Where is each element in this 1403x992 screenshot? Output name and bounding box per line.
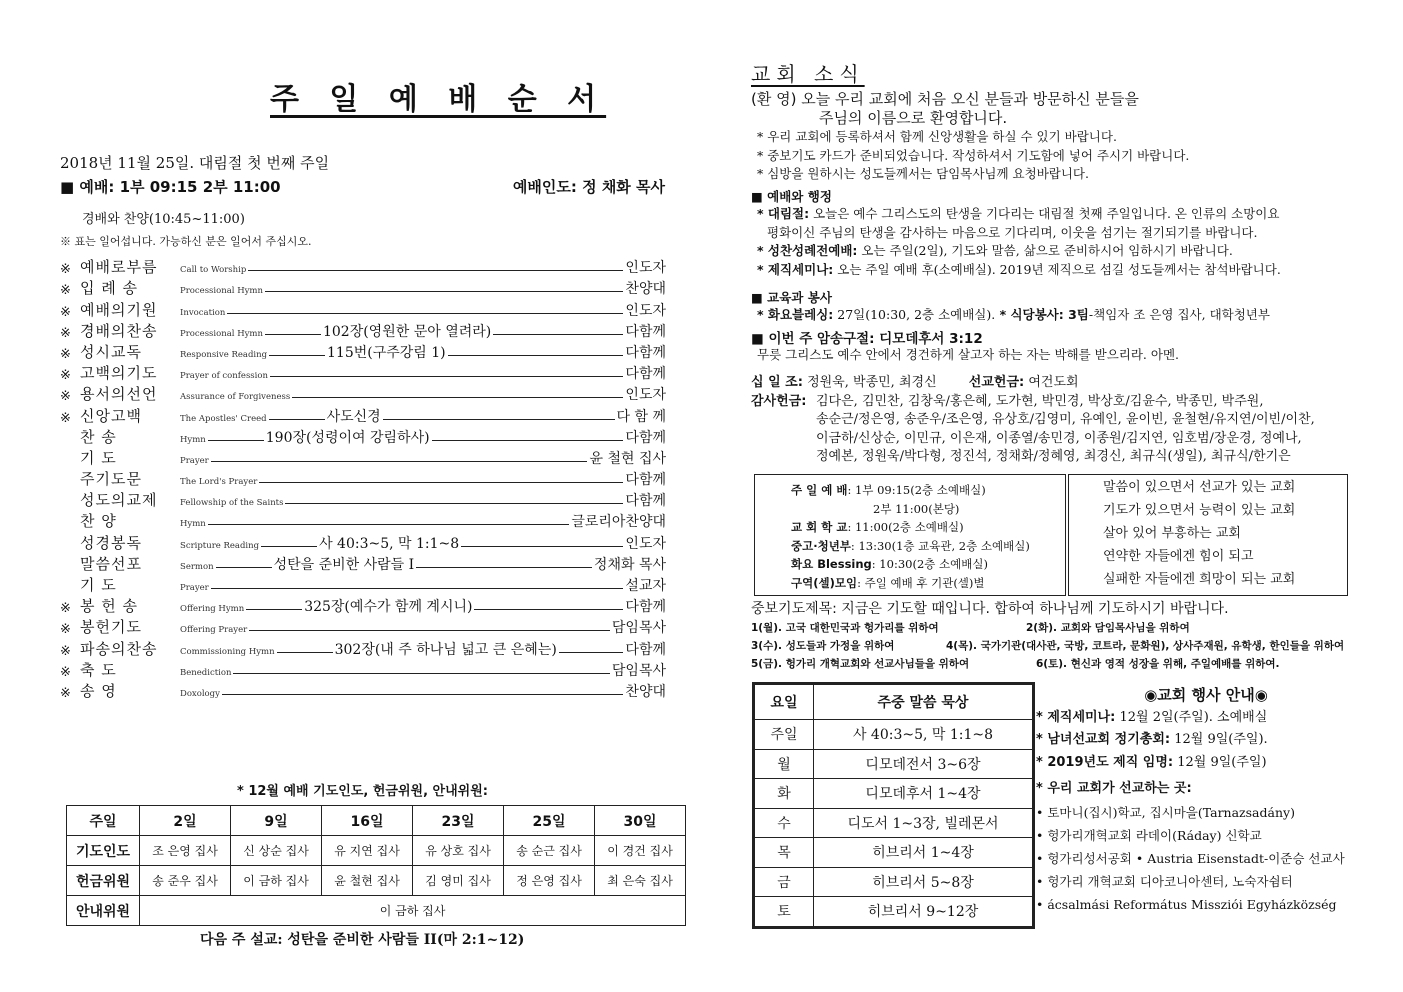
order-row (60, 616, 666, 637)
missions-list (1036, 801, 1376, 916)
order-row (60, 383, 666, 404)
service-times-line (60, 176, 665, 197)
leader-line (559, 651, 624, 653)
seminar-label: * 제직세미나: (757, 261, 834, 277)
order-item-person: 담임목사 (611, 620, 666, 637)
order-item-name: 기 도 (80, 576, 117, 594)
leader-line (416, 566, 592, 568)
service-info-label: 주 일 예 배 (791, 483, 848, 497)
order-item-person: 찬양대 (625, 683, 666, 700)
event-label: * 제직세미나: (1036, 709, 1116, 725)
bible-header-cell: 요일 (755, 685, 814, 720)
thanks-line: 정예본, 정원욱/박다형, 정진석, 정채화/정혜영, 최경신, 최규식(생일), 최규식/한기은 (816, 449, 1291, 464)
intercession-item: 1(월). 고국 대한민국과 헝가리를 위하여 (751, 622, 939, 634)
stand-note: ※ 표는 일어섭니다. 가능하신 분은 일어서 주십시오. (60, 235, 312, 248)
order-item-person: 인도자 (625, 387, 666, 404)
event-item (1036, 707, 1376, 730)
stand-mark: ※ (60, 685, 71, 701)
order-row (60, 404, 666, 425)
order-item-person: 담임목사 (611, 662, 666, 679)
mission-item: • 헝가리 개혁교회 디아코니아센터, 노숙자쉼터 (1036, 873, 1293, 889)
leader-line (493, 333, 623, 335)
order-item-person: 인도자 (625, 535, 666, 552)
motto-list (1069, 475, 1347, 591)
meal-text: -책임자 조 은영 집사, 대학청년부 (1088, 307, 1270, 322)
order-row (60, 447, 666, 468)
duty-cell: 윤 철현 집사 (322, 866, 413, 896)
order-item-english: Offering Prayer (180, 625, 248, 636)
bible-row (755, 808, 1033, 838)
order-item-english: Hymn (180, 434, 206, 445)
service-info-text: : 10:30(2층 소예배실) (871, 557, 988, 571)
service-info-line (791, 481, 1065, 500)
duty-cell: 기도인도 (67, 836, 140, 866)
order-item-english: Fellowship of the Saints (180, 498, 284, 509)
seminar-text: 오는 주일 예배 후(소예배실). 2019년 제직으로 섬길 성도들께서는 참석바랍니다. (833, 261, 1281, 277)
thanks-names (816, 393, 1315, 467)
welcome-bullet: * 우리 교회에 등록하셔서 함께 신앙생활을 하실 수 있기 바랍니다. (757, 129, 1117, 144)
order-item-person: 다함께 (625, 493, 666, 510)
order-item-name: 입 례 송 (80, 279, 139, 298)
duty-row (67, 896, 686, 926)
order-item-english: Commissioning Hymn (180, 646, 275, 657)
duty-header-row (67, 806, 686, 836)
order-row (60, 468, 666, 489)
service-info-label: 화요 Blessing (791, 557, 872, 571)
leader-line (227, 312, 623, 314)
mission-offering-label: 선교헌금: (968, 375, 1025, 390)
bible-cell: 수 (755, 808, 814, 838)
motto-line: 기도가 있으면서 능력이 있는 교회 (1103, 503, 1296, 518)
leader-line (216, 567, 272, 568)
memory-verse-label: ■ 이번 주 암송구절: 디모데후서 3:12 (751, 331, 983, 347)
order-row (60, 574, 666, 595)
order-row (60, 489, 666, 510)
order-item-person: 다함께 (625, 641, 666, 658)
bible-reading-table (754, 684, 1033, 927)
order-item-person: 다함께 (625, 344, 666, 361)
news-title: 교회 소식 (751, 62, 865, 86)
mission-item: • 헝가리개혁교회 라데이(Ráday) 신학교 (1036, 827, 1262, 843)
education-items (757, 306, 1377, 325)
meal-label: * 식당봉사: 3팀 (995, 307, 1089, 322)
leader-line (432, 439, 624, 441)
leader-line (265, 290, 623, 292)
bible-cell: 히브리서 9~12장 (814, 897, 1033, 927)
order-row (60, 637, 666, 658)
memory-verse-text: 무릇 그리스도 예수 안에서 경건하게 살고자 하는 자는 박해를 받으리라. 아멘. (757, 347, 1180, 362)
bible-header-row (755, 685, 1033, 720)
bible-cell: 디모데전서 3~6장 (814, 749, 1033, 779)
service-info-line (791, 555, 1065, 574)
leader-line (211, 460, 588, 462)
stand-mark: ※ (60, 664, 71, 680)
stand-mark: ※ (60, 643, 71, 659)
welcome-line-2: 주님의 이름으로 환영합니다. (819, 109, 1008, 127)
order-item-detail: 성탄을 준비한 사람들 I (273, 556, 415, 573)
service-info-line (791, 537, 1065, 556)
bible-cell: 목 (755, 838, 814, 868)
december-duty-title: * 12월 예배 기도인도, 헌금위원, 안내위원: (237, 784, 488, 799)
order-item-detail: 302장(내 주 하나님 넓고 큰 은혜는) (334, 641, 557, 658)
order-item-name: 성시교독 (80, 342, 142, 361)
order-item-english: The Lord's Prayer (180, 477, 258, 488)
service-info-text: : 13:30(1층 교육관, 2층 소예배실) (850, 538, 1030, 553)
order-item-person: 다함께 (625, 323, 666, 340)
order-row (60, 298, 666, 319)
leader-line (259, 481, 623, 483)
intercession-item: 3(수). 성도들과 가정을 위하여 (751, 640, 895, 652)
order-item-name: 고백의기도 (80, 364, 158, 383)
mission-item: • 헝가리성서공회 • Austria Eisenstadt-이준승 선교사 (1036, 850, 1345, 866)
bible-row (755, 720, 1033, 750)
order-item-name: 말씀선포 (80, 554, 142, 573)
leader-line (249, 629, 610, 631)
duty-row (67, 866, 686, 896)
order-item-english: Benediction (180, 667, 232, 678)
order-item-name: 용서의선언 (80, 385, 158, 404)
leader-line (474, 608, 623, 610)
service-info-text: : 1부 09:15(2층 소예배실) (847, 483, 986, 497)
leader-line (261, 546, 317, 547)
order-item-person: 다함께 (625, 599, 666, 616)
order-item-name: 예배의기원 (80, 300, 158, 319)
order-item-english: Assurance of Forgiveness (180, 392, 291, 403)
worship-admin-items (757, 205, 1377, 279)
intercession-item: 4(목). 국가기관(대사관, 국방, 코트라, 문화원), 상사주재원, 유학생, 한인들을 위하여 (946, 640, 1345, 652)
bible-row (755, 779, 1033, 809)
order-item-person: 다함께 (625, 429, 666, 446)
order-item-name: 경배의찬송 (80, 321, 158, 340)
order-item-person: 다 함 께 (616, 408, 666, 425)
prelude: 경배와 찬양(10:45~11:00) (82, 212, 245, 227)
event-label: * 2019년도 제직 임명: (1036, 754, 1174, 770)
order-item-detail: 사도신경 (326, 408, 381, 425)
motto-line: 살아 있어 부흥하는 교회 (1103, 526, 1241, 541)
stand-mark: ※ (60, 262, 71, 278)
leader-line (208, 523, 570, 525)
duty-header-cell: 25일 (504, 806, 595, 836)
leader-line (246, 609, 302, 610)
order-row (60, 680, 666, 701)
stand-mark: ※ (60, 410, 71, 426)
order-item-detail: 102장(영원한 문아 열려라) (322, 323, 492, 340)
event-text: 12월 2일(주일). 소예배실 (1115, 709, 1268, 725)
leader-line (383, 418, 615, 420)
thanks-line: 송순근/정은영, 송준우/조은영, 유상호/김영미, 유예인, 윤이빈, 윤철현/유지연/이빈/이찬, (816, 412, 1315, 427)
leader-line (461, 545, 623, 547)
thanks-line: 김다은, 김민찬, 김창욱/홍은혜, 도가현, 박민경, 박상호/김윤수, 박종민, 박주원, (816, 393, 1264, 409)
order-item-detail: 190장(성령이여 강림하사) (265, 429, 430, 446)
motto-line: 연약한 자들에겐 힘이 되고 (1103, 549, 1254, 564)
order-item-person: 다함께 (625, 366, 666, 383)
tithe-text: 정원욱, 박종민, 최경신 (802, 375, 937, 390)
order-item-english: The Apostles' Creed (180, 413, 267, 424)
order-item-name: 성경봉독 (80, 533, 142, 552)
stand-mark: ※ (60, 304, 71, 320)
church-motto-box (1068, 474, 1348, 596)
bible-cell: 토 (755, 897, 814, 927)
order-item-name: 송 영 (80, 681, 117, 700)
duty-header-cell: 30일 (595, 806, 686, 836)
order-item-english: Sermon (180, 561, 214, 572)
order-item-person: 정채화 목사 (593, 556, 666, 573)
order-row (60, 362, 666, 383)
leader-line (269, 355, 325, 356)
leader-line (270, 375, 623, 377)
leader-line (208, 440, 264, 441)
duty-cell: 송 준우 집사 (140, 866, 231, 896)
leader-line (248, 269, 623, 271)
order-row (60, 320, 666, 341)
bible-row (755, 867, 1033, 897)
order-row (60, 659, 666, 680)
duty-cell: 정 은영 집사 (504, 866, 595, 896)
duty-header-cell: 23일 (413, 806, 504, 836)
order-item-person: 글로리아찬양대 (571, 514, 666, 531)
bible-cell: 화 (755, 779, 814, 809)
church-events (1036, 684, 1376, 916)
service-info-label: 중고·청년부 (791, 538, 851, 553)
thanks-line: 이금하/신상순, 이민규, 이은재, 이종열/송민경, 이종원/김지연, 임호범/장운경, 정예나, (816, 430, 1302, 446)
order-item-name: 신앙고백 (80, 406, 142, 425)
bible-cell: 디도서 1~3장, 빌레몬서 (814, 808, 1033, 838)
order-item-english: Prayer of confession (180, 371, 268, 382)
order-item-person: 설교자 (625, 578, 666, 594)
duty-header-cell: 주일 (67, 806, 140, 836)
order-of-worship (60, 256, 666, 701)
mission-offering-text: 여건도회 (1024, 375, 1079, 390)
event-text: 12월 9일(주일). (1170, 732, 1268, 747)
advent-label: * 대림절: (757, 206, 810, 221)
order-row (60, 256, 666, 277)
bible-row (755, 838, 1033, 868)
bible-cell: 히브리서 1~4장 (814, 838, 1033, 868)
order-item-detail: 사 40:3~5, 막 1:1~8 (319, 535, 460, 552)
order-item-name: 찬 양 (80, 512, 117, 531)
order-item-person: 인도자 (625, 260, 666, 277)
events-title: ◉교회 행사 안내◉ (1144, 686, 1268, 704)
christmas-text: 오는 주일(2일), 기도와 말씀, 삶으로 준비하시어 임하시기 바랍니다. (857, 243, 1233, 258)
order-item-name: 기 도 (80, 448, 117, 467)
event-item (1036, 752, 1376, 775)
order-row (60, 510, 666, 531)
offerings (751, 374, 1371, 467)
bible-header-cell: 주중 말씀 묵상 (814, 685, 1033, 720)
order-item-english: Doxology (180, 688, 220, 699)
order-item-person: 다함께 (625, 472, 666, 489)
order-item-english: Call to Worship (180, 265, 247, 276)
duty-cell: 송 순근 집사 (504, 836, 595, 866)
leader-line (285, 502, 623, 504)
tithe-label: 십 일 조: (751, 375, 803, 390)
duty-cell: 이 경건 집사 (595, 836, 686, 866)
bible-row (755, 749, 1033, 779)
duty-cell: 조 은영 집사 (140, 836, 231, 866)
bible-cell: 사 40:3~5, 막 1:1~8 (814, 720, 1033, 750)
order-item-person: 찬양대 (625, 281, 666, 298)
service-info-line (791, 574, 1065, 593)
bible-cell: 금 (755, 867, 814, 897)
duty-header-cell: 2일 (140, 806, 231, 836)
christmas-label: * 성찬성례전예배: (757, 243, 858, 258)
service-date: 2018년 11월 25일. 대림절 첫 번째 주일 (60, 154, 330, 172)
service-info-text: 2부 11:00(본당) (873, 501, 960, 516)
motto-line: 실패한 자들에겐 희망이 되는 교회 (1103, 572, 1296, 587)
welcome-bullets (757, 128, 1189, 184)
duty-cell: 안내위원 (67, 896, 140, 926)
leader-line (265, 334, 321, 335)
order-item-name: 봉 헌 송 (80, 597, 139, 616)
stand-mark: ※ (60, 622, 71, 638)
worship-leader: 예배인도: 정 채화 목사 (512, 178, 665, 196)
order-item-english: Prayer (180, 583, 209, 593)
order-item-english: Processional Hymn (180, 328, 263, 339)
bible-cell: 주일 (755, 720, 814, 750)
events-list (1036, 707, 1376, 775)
welcome-bullet: * 심방을 원하시는 성도들께서는 담임목사님께 요청바랍니다. (757, 166, 1089, 181)
order-item-english: Hymn (180, 519, 206, 530)
leader-line (448, 354, 624, 356)
duty-cell: 이 금하 집사 (231, 866, 322, 896)
event-item (1036, 729, 1376, 752)
duty-cell: 김 영미 집사 (413, 866, 504, 896)
order-item-name: 주기도문 (80, 470, 142, 489)
stand-mark: ※ (60, 325, 71, 341)
service-info-line (791, 518, 1065, 537)
leader-line (269, 419, 325, 420)
order-row (60, 277, 666, 298)
welcome-line-1: (환 영) 오늘 우리 교회에 처음 오신 분들과 방문하신 분들을 (751, 90, 1139, 108)
service-info-text: : 11:00(2층 소예배실) (847, 520, 964, 534)
next-sermon: 다음 주 설교: 성탄을 준비한 사람들 II(마 2:1~12) (200, 932, 525, 948)
leader-line (292, 396, 623, 398)
order-item-name: 예배로부름 (80, 258, 158, 277)
duty-cell: 신 상순 집사 (231, 836, 322, 866)
event-label: * 남녀선교회 정기총회: (1036, 732, 1171, 747)
event-text: 12월 9일(주일) (1173, 754, 1267, 770)
section-education: ■ 교육과 봉사 (751, 290, 832, 305)
usher-cell: 이 금하 집사 (140, 896, 686, 926)
thanks-label: 감사헌금: (751, 393, 807, 409)
order-item-name: 축 도 (80, 660, 117, 679)
duty-row (67, 836, 686, 866)
order-item-english: Responsive Reading (180, 349, 268, 360)
stand-mark: ※ (60, 368, 71, 384)
duty-cell: 헌금위원 (67, 866, 140, 896)
tuesday-text: 27일(10:30, 2층 소예배실). (833, 307, 996, 322)
order-item-english: Prayer (180, 455, 209, 466)
intercession-list (751, 619, 1381, 673)
order-row (60, 426, 666, 447)
order-row (60, 553, 666, 574)
order-row (60, 341, 666, 362)
section-worship-admin: ■ 예배와 행정 (751, 189, 832, 204)
leader-line (233, 672, 609, 674)
stand-mark: ※ (60, 601, 71, 617)
welcome-bullet: * 중보기도 카드가 준비되었습니다. 작성하셔서 기도함에 넣어 주시기 바랍니다. (757, 147, 1190, 163)
intercession-item: 2(화). 교회와 담임목사님을 위하여 (1026, 622, 1190, 634)
service-info-text: : 주일 예배 후 기관(셀)별 (857, 575, 985, 590)
order-item-detail: 115번(구주강림 1) (327, 344, 446, 361)
leader-line (222, 693, 623, 695)
bible-cell: 디모데후서 1~4장 (814, 779, 1033, 809)
advent-text: 오늘은 예수 그리스도의 탄생을 기다리는 대림절 첫째 주일입니다. 온 인류의 소망이요 (809, 206, 1280, 221)
intercession-item: 6(토). 현신과 영적 성장을 위해, 주일예배를 위하여. (1036, 658, 1280, 670)
welcome (751, 90, 1139, 128)
order-item-detail: 325장(예수가 함께 계시니) (304, 599, 473, 616)
intercession-title: 중보기도제목: 지금은 기도할 때입니다. 합하여 하나님께 기도하시기 바랍니다. (751, 601, 1229, 617)
mission-item: • ácsalmási Református Missziói Egyházközség (1036, 896, 1337, 912)
bible-cell: 월 (755, 749, 814, 779)
tuesday-label: * 화요블레싱: (757, 307, 834, 322)
order-row (60, 531, 666, 552)
order-item-name: 성도의교제 (80, 491, 158, 510)
leader-line (211, 587, 624, 589)
motto-line: 말씀이 있으면서 선교가 있는 교회 (1103, 480, 1296, 495)
order-item-english: Scripture Reading (180, 540, 260, 551)
duty-header-cell: 9일 (231, 806, 322, 836)
duty-cell: 유 상호 집사 (413, 836, 504, 866)
mission-item: • 토마니(집시)학교, 집시마을(Tarnazsadány) (1036, 804, 1295, 820)
order-row (60, 595, 666, 616)
service-info-box (754, 474, 1066, 596)
bulletin-title: 주 일 예 배 순 서 (270, 82, 607, 117)
duty-table (66, 805, 686, 926)
service-info-list (755, 475, 1065, 592)
bible-row (755, 897, 1033, 927)
stand-mark: ※ (60, 346, 71, 362)
missions-title: * 우리 교회가 선교하는 곳: (1036, 781, 1192, 796)
order-item-name: 봉헌기도 (80, 618, 142, 637)
stand-mark: ※ (60, 283, 71, 299)
stand-mark: ※ (60, 389, 71, 405)
intercession-item: 5(금). 헝가리 개혁교회와 선교사님들을 위하여 (751, 658, 970, 670)
order-item-name: 파송의찬송 (80, 639, 158, 658)
service-info-label: 구역(셀)모임 (791, 575, 858, 590)
order-item-name: 찬 송 (80, 427, 117, 446)
order-item-english: Invocation (180, 307, 226, 318)
duty-cell: 유 지연 집사 (322, 836, 413, 866)
order-item-english: Offering Hymn (180, 604, 245, 615)
service-times: ■ 예배: 1부 09:15 2부 11:00 (60, 178, 281, 196)
leader-line (277, 652, 333, 653)
duty-header-cell: 16일 (322, 806, 413, 836)
order-item-person: 윤 철현 집사 (589, 450, 666, 467)
service-info-label: 교 회 학 교 (791, 520, 848, 534)
service-info-line (791, 500, 1065, 519)
bible-cell: 히브리서 5~8장 (814, 867, 1033, 897)
duty-cell: 최 은숙 집사 (595, 866, 686, 896)
advent-text-2: 평화이신 주님의 탄생을 감사하는 마음으로 기다리며, 이웃을 섬기는 절기되기를 바랍니다. (767, 224, 1258, 240)
order-item-person: 인도자 (625, 302, 666, 319)
order-item-english: Processional Hymn (180, 286, 263, 297)
